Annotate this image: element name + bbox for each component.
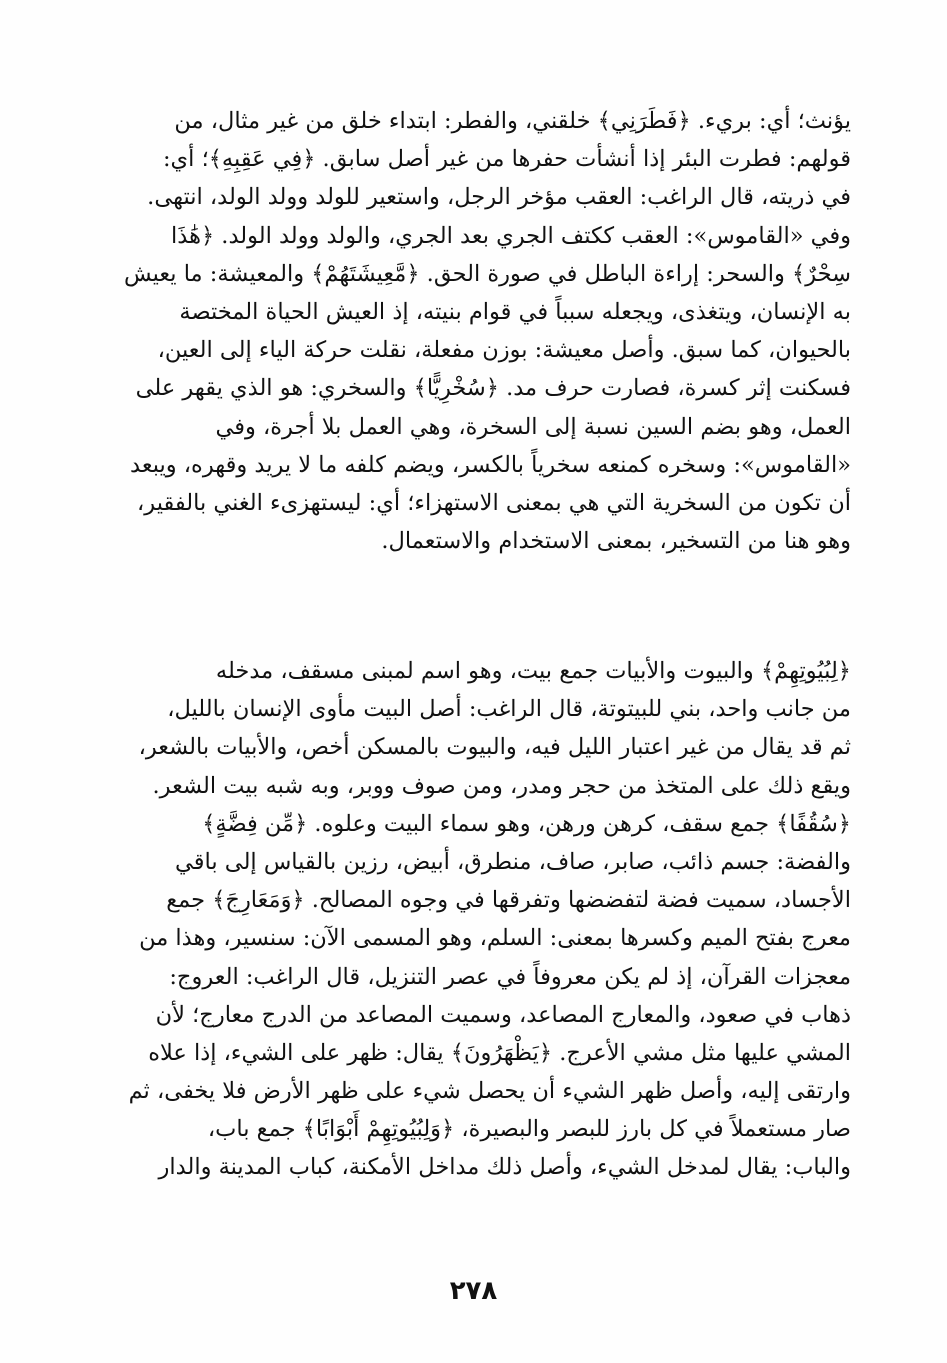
- text-line: والباب: يقال لمدخل الشيء، وأصل ذلك مداخل الأمكنة، كباب المدينة والدار: [158, 1154, 851, 1181]
- text-line: ويقع ذلك على المتخذ من حجر ومدر، ومن صوف ووبر، وبه شبه بيت الشعر.: [152, 772, 851, 799]
- text-line: أن تكون من السخرية التي هي بمعنى الاستهزاء؛ أي: ليستهزىء الغني بالفقير،: [137, 489, 851, 516]
- text-line: وهو هنا من التسخير، بمعنى الاستخدام والاستعمال.: [381, 528, 851, 555]
- text-line: معجزات القرآن، إذ لم يكن معروفاً في عصر التنزيل، قال الراغب: العروج:: [169, 963, 851, 990]
- text-line: قولهم: فطرت البئر إذا أنشأت حفرها من غير أصل سابق. ﴿فِي عَقِبِهِ﴾؛ أي:: [162, 146, 851, 173]
- text-line: وارتقى إليه، وأصل ظهر الشيء أن يحصل شيء على ظهر الأرض فلا يخفى، ثم: [128, 1078, 851, 1105]
- text-line: سِحْرٌ﴾ والسحر: إراءة الباطل في صورة الحق. ﴿مَّعِيشَتَهُمْ﴾ والمعيشة: ما يعيش: [123, 260, 851, 287]
- text-line: يؤنث؛ أي: بريء. ﴿فَطَرَنِي﴾ خلقني، والفطر: ابتداء خلق من غير مثال، من: [174, 108, 851, 134]
- page-number: ٢٧٨: [449, 1276, 498, 1306]
- text-line: والفضة: جسم ذائب، صابر، صاف، منطرق، أبيض، رزين بالقياس إلى باقي: [175, 848, 851, 875]
- text-line: من جانب واحد، بني للبيتوتة، قال الراغب: أصل البيت مأوى الإنسان بالليل،: [167, 696, 851, 723]
- text-line: بالحيوان، كما سبق. وأصل معيشة: بوزن مفعلة، نقلت حركة الياء إلى العين،: [157, 337, 851, 364]
- paragraph-1: [99, 102, 851, 560]
- text-line: ﴿لِبُيُوتِهِمْ﴾ والبيوت والأبيات جمع بيت، وهو اسم لمبنى مسقف، مدخله: [215, 658, 851, 684]
- text-line: ذهاب في صعود، والمعارج المصاعد، وسميت المصاعد من الدرج معارج؛ لأن: [155, 1001, 851, 1028]
- paragraph-2: [99, 652, 851, 1187]
- text-line: العمل، وهو بضم السين نسبة إلى السخرة، وهي العمل بلا أجرة، وفي: [215, 413, 851, 440]
- text-line: وفي «القاموس»: العقب ككتف الجري بعد الجري، والولد وولد الولد. ﴿هَٰذَا: [171, 222, 851, 249]
- text-line: المشي عليها مثل مشي الأعرج. ﴿يَظْهَرُونَ﴾ يقال: ظهر على الشيء، إذا علاه: [148, 1039, 851, 1066]
- text-line: ﴿سُقُفًا﴾ جمع سقف، كرهن ورهن، وهو سماء البيت وعلوه. ﴿مِّن فِضَّةٍ﴾: [202, 810, 851, 837]
- text-line: الأجساد، سميت فضة لتفضضها وتفرقها في وجوه المصالح. ﴿وَمَعَارِجَ﴾ جمع: [166, 887, 851, 914]
- text-line: ثم قد يقال من غير اعتبار الليل فيه، والبيوت بالمسكن أخص، والأبيات بالشعر،: [138, 734, 851, 761]
- text-line: صار مستعملاً في كل بارز للبصر والبصيرة، ﴿وَلِبُيُوتِهِمْ أَبْوَابًا﴾ جمع باب،: [207, 1116, 851, 1143]
- text-line: «القاموس»: وسخره كمنعه سخرياً بالكسر، ويضم كلفه ما لا يريد وقهره، ويبعد: [130, 451, 851, 478]
- text-line: فسكنت إثر كسرة، فصارت حرف مد. ﴿سُخْرِيًّا﴾ والسخري: هو الذي يقهر على: [135, 375, 851, 402]
- text-line: معرج بفتح الميم وكسرها بمعنى: السلم، وهو المسمى الآن: سنسير، وهذا من: [139, 925, 851, 952]
- text-line: في ذريته، قال الراغب: العقب مؤخر الرجل، واستعير للولد وولد الولد، انتهى.: [147, 184, 851, 211]
- text-line: به الإنسان، ويتغذى، ويجعله سبباً في قوام بنيته، إذ العيش الحياة المختصة: [179, 298, 851, 325]
